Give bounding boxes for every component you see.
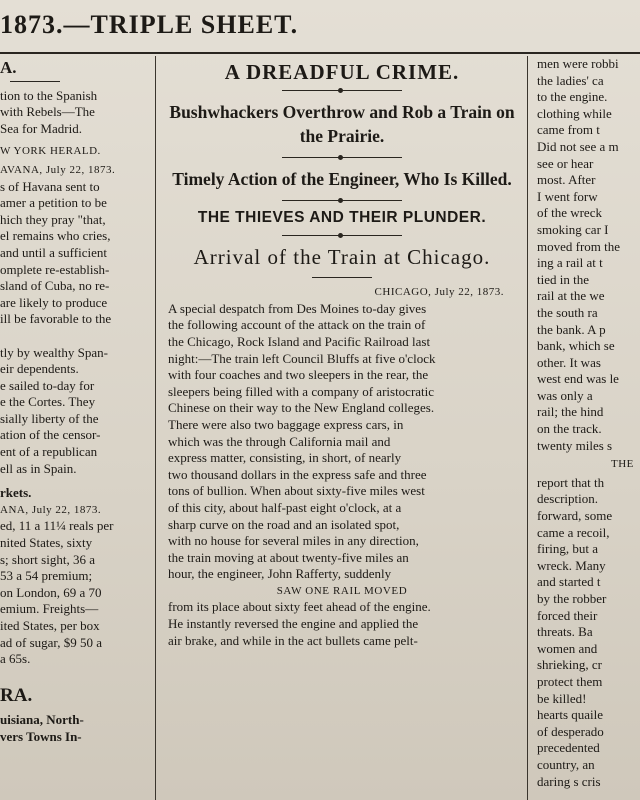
- text-line: the bank. A p: [537, 321, 606, 337]
- text-line: tion to the Spanish: [0, 87, 98, 103]
- text-line: ad of sugar, $9 50 a: [0, 634, 103, 650]
- text-line: hich they pray "that,: [0, 211, 106, 227]
- text-line: ation of the censor-: [0, 427, 101, 443]
- text-line: moved from the: [537, 238, 621, 254]
- article-deck-3: THE THIEVES AND THEIR PLUNDER.: [197, 208, 487, 226]
- text-line: forward, some: [537, 508, 613, 524]
- text-line: ell as in Spain.: [0, 460, 77, 476]
- text-line: of the wreck: [537, 205, 602, 221]
- text-line: A special despatch from Des Moines to-day gives: [168, 300, 427, 316]
- text-line: two thousand dollars in the express safe and three: [168, 466, 427, 482]
- left-lines-d: [0, 712, 150, 745]
- text-line: sharp curve on the road and an isolated spot,: [168, 516, 400, 532]
- text-line: omplete re-establish-: [0, 261, 110, 277]
- text-line: twenty miles s: [537, 437, 613, 453]
- text-line: smoking car I: [537, 221, 609, 237]
- article-deck-4: Arrival of the Train at Chicago.: [193, 245, 491, 270]
- deck-rule-3: [282, 200, 402, 201]
- text-line: I went forw: [537, 188, 598, 204]
- article-body: [160, 301, 524, 583]
- text-line: sland of Cuba, no re-: [0, 278, 110, 294]
- article-column: [160, 56, 524, 800]
- right-lines-a: [531, 56, 640, 454]
- text-line: tied in the: [537, 271, 589, 287]
- text-line: express matter, consisting, in short, of nearly: [168, 450, 402, 466]
- right-subhead: THE: [611, 458, 634, 471]
- text-line: tly by wealthy Span-: [0, 344, 108, 360]
- left-dateline-2: ANA, July 22, 1873.: [0, 503, 102, 516]
- text-line: of desperado: [537, 723, 604, 739]
- text-line: a 65s.: [0, 651, 31, 667]
- text-line: on London, 69 a 70: [0, 584, 102, 600]
- column-rule-left: [155, 56, 156, 800]
- page-masthead: [0, 10, 640, 48]
- text-line: ed, 11 a 11¼ reals per: [0, 518, 114, 534]
- text-line: to the engine.: [537, 89, 608, 105]
- text-line: rail; the hind: [537, 404, 604, 420]
- text-line: men were robbi: [537, 56, 619, 71]
- text-line: women and: [537, 640, 598, 656]
- text-line: most. After: [537, 172, 596, 188]
- article-deck-2: Timely Action of the Engineer, Who Is Killed.: [172, 168, 512, 189]
- text-line: bank, which se: [537, 338, 615, 354]
- left-lines-b: [0, 179, 150, 478]
- text-line: and started t: [537, 574, 601, 590]
- text-line: Did not see a m: [537, 138, 619, 154]
- text-line: ill be favorable to the: [0, 311, 112, 327]
- article-title: A DREADFUL CRIME.: [224, 60, 460, 84]
- text-line: on the track.: [537, 421, 602, 437]
- text-line: ing a rail at t: [537, 255, 603, 271]
- text-line: vers Towns In-: [0, 728, 82, 744]
- text-line: s of Havana sent to: [0, 178, 100, 194]
- text-line: e sailed to-day for: [0, 377, 95, 393]
- text-line: night:—The train left Council Bluffs at five o'clock: [168, 350, 436, 366]
- text-line: precedented: [537, 740, 600, 756]
- text-line: e the Cortes. They: [0, 394, 96, 410]
- text-line: [0, 328, 150, 345]
- article-body-continued: [160, 599, 524, 649]
- deck-rule-5: [312, 277, 372, 278]
- left-lines-c: [0, 518, 150, 667]
- left-markets-heading: rkets.: [0, 485, 32, 501]
- text-line: was only a: [537, 387, 593, 403]
- text-line: description.: [537, 491, 599, 507]
- left-heading-top: A.: [0, 58, 17, 77]
- text-line: Sea for Madrid.: [0, 120, 82, 136]
- text-line: from its place about sixty feet ahead of the engine.: [168, 599, 431, 615]
- masthead-rule: [0, 52, 640, 54]
- text-line: sleepers being filled with a company of aristocratic: [168, 383, 435, 399]
- text-line: the ladies' ca: [537, 72, 604, 88]
- text-line: hearts quaile: [537, 707, 604, 723]
- text-line: 53 a 54 premium;: [0, 568, 93, 584]
- text-line: by the robber: [537, 591, 607, 606]
- masthead-title: 1873.—TRIPLE SHEET.: [0, 10, 299, 39]
- text-line: protect them: [537, 673, 603, 689]
- text-line: with four coaches and two sleepers in the rear, the: [168, 367, 429, 383]
- text-line: nited States, sixty: [0, 535, 93, 551]
- text-line: emium. Freights—: [0, 601, 99, 617]
- column-rule-right: [527, 56, 528, 800]
- text-line: el remains who cries,: [0, 228, 111, 244]
- left-column: [0, 56, 150, 800]
- text-line: firing, but a: [537, 541, 599, 557]
- text-line: forced their: [537, 607, 598, 623]
- right-column: [531, 56, 640, 800]
- text-line: ent of a republican: [0, 444, 98, 460]
- left-heading-bottom: RA.: [0, 684, 33, 706]
- text-line: shrieking, cr: [537, 657, 602, 673]
- text-line: which was the through California mail and: [168, 433, 391, 449]
- text-line: He instantly reversed the engine and applied the: [168, 616, 419, 632]
- text-line: with Rebels—The: [0, 104, 95, 120]
- text-line: clothing while: [537, 105, 612, 121]
- text-line: There were also two baggage express cars, in: [168, 416, 404, 432]
- deck-rule-2: [282, 157, 402, 158]
- text-line: daring s cris: [537, 773, 601, 789]
- left-rule: [10, 81, 60, 82]
- text-line: ited States, per box: [0, 618, 100, 633]
- text-line: of this city, about half-past eight o'clock, at a: [168, 499, 402, 515]
- text-line: came a recoil,: [537, 524, 610, 540]
- deck-rule-1: [282, 90, 402, 91]
- text-line: the south ra: [537, 304, 598, 320]
- text-line: sially liberty of the: [0, 410, 99, 426]
- left-dateline-1: AVANA, July 22, 1873.: [0, 163, 116, 176]
- article-dateline: CHICAGO, July 22, 1873.: [374, 286, 504, 299]
- text-line: air brake, and while in the act bullets came pelt-: [168, 632, 418, 648]
- text-line: s; short sight, 36 a: [0, 551, 95, 567]
- text-line: the train moving at about twenty-five miles an: [168, 549, 409, 565]
- text-line: amer a petition to be: [0, 195, 107, 211]
- text-line: rail at the we: [537, 288, 605, 304]
- text-line: tons of bullion. When about sixty-five miles west: [168, 483, 425, 499]
- text-line: and until a sufficient: [0, 244, 107, 260]
- deck-rule-4: [282, 235, 402, 236]
- text-line: threats. Ba: [537, 624, 593, 640]
- right-lines-b: [531, 475, 640, 790]
- left-lines-a: [0, 88, 150, 138]
- text-line: hour, the engineer, John Rafferty, suddenly: [168, 566, 392, 582]
- text-line: see or hear: [537, 155, 594, 171]
- text-line: report that th: [537, 474, 605, 490]
- text-line: came from t: [537, 122, 600, 138]
- text-line: eir dependents.: [0, 361, 79, 377]
- article-subhead: SAW ONE RAIL MOVED: [276, 584, 408, 597]
- text-line: be killed!: [537, 690, 587, 706]
- text-line: Chinese on their way to the New England colleges.: [168, 400, 435, 416]
- left-dispatch-credit: W YORK HERALD.: [0, 145, 101, 158]
- text-line: the following account of the attack on the train of: [168, 317, 426, 333]
- text-line: with no house for several miles in any direction,: [168, 533, 419, 549]
- text-line: are likely to produce: [0, 294, 108, 310]
- article-deck-1: Bushwhackers Overthrow and Rob a Train on the Prairie.: [169, 101, 515, 146]
- text-line: west end was le: [537, 371, 619, 387]
- text-line: uisiana, North-: [0, 712, 84, 728]
- text-line: the Chicago, Rock Island and Pacific Railroad last: [168, 333, 431, 349]
- text-line: country, an: [537, 756, 595, 772]
- text-line: wreck. Many: [537, 557, 606, 573]
- text-line: other. It was: [537, 354, 601, 370]
